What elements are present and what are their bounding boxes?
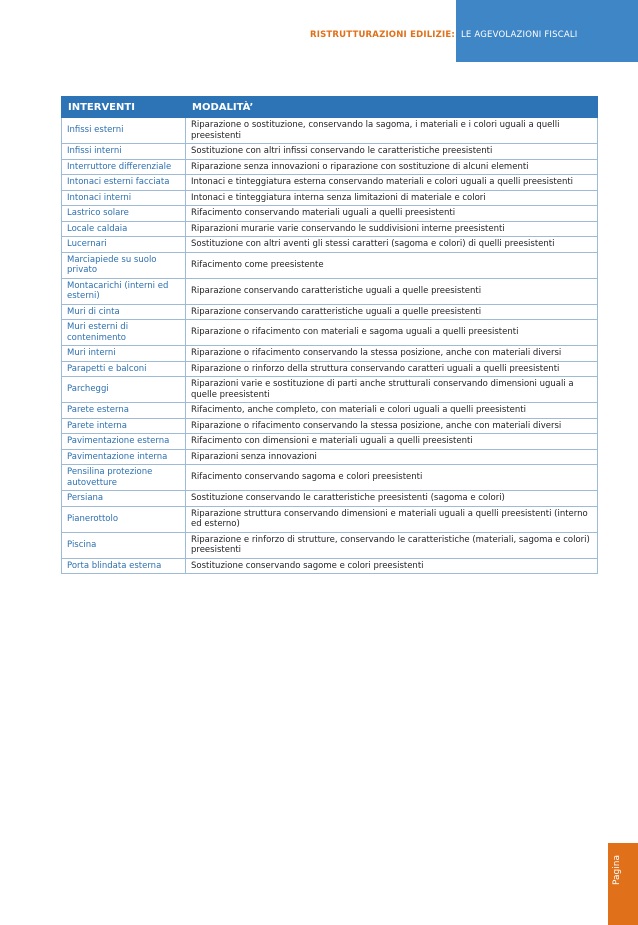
page-number: 31 [611,818,633,843]
table-row [62,465,598,491]
modalita-cell: Rifacimento con dimensioni e materiali uguali a quelli preesistenti [186,434,598,450]
intervento-cell: Pavimentazione interna [62,449,186,465]
modalita-cell: Rifacimento come preesistente [186,252,598,278]
modalita-cell: Riparazione conservando caratteristiche uguali a quelle preesistenti [186,278,598,304]
modalita-cell: Riparazione o rinforzo della struttura conservando caratteri uguali a quelli preesistenti [186,361,598,377]
intervento-cell: Muri di cinta [62,304,186,320]
intervento-cell: Parete esterna [62,403,186,419]
modalita-cell: Riparazioni senza innovazioni [186,449,598,465]
table-row [62,434,598,450]
page-label: Pagina [612,855,622,885]
header-section-title: RISTRUTTURAZIONI EDILIZIE: [309,30,455,40]
intervento-cell: Persiana [62,491,186,507]
table-row [62,491,598,507]
modalita-cell: Riparazione o rifacimento conservando la stessa posizione, anche con materiali diversi [186,418,598,434]
table-row [62,558,598,574]
table-row [62,159,598,175]
modalita-cell: Riparazioni murarie varie conservando le suddivisioni interne preesistenti [186,221,598,237]
modalita-cell: Riparazione struttura conservando dimensioni e materiali uguali a quelli preesistenti (interno ed esterno) [186,506,598,532]
table-row [62,221,598,237]
table-row [62,237,598,253]
modalita-cell: Riparazione conservando caratteristiche uguali a quelle preesistenti [186,304,598,320]
modalita-cell: Riparazioni varie e sostituzione di parti anche strutturali conservando dimensioni uguali a quelle preesistenti [186,377,598,403]
table-row [62,346,598,362]
table-row [62,304,598,320]
intervento-cell: Intonaci interni [62,190,186,206]
intervento-cell: Pensilina protezione autovetture [62,465,186,491]
modalita-cell: Riparazione o rifacimento con materiali e sagoma uguali a quelli preesistenti [186,320,598,346]
intervento-cell: Montacarichi (interni ed esterni) [62,278,186,304]
intervento-cell: Pianerottolo [62,506,186,532]
intervento-cell: Infissi esterni [62,118,186,144]
intervento-cell: Piscina [62,532,186,558]
modalita-cell: Sostituzione con altri infissi conservando le caratteristiche preesistenti [186,144,598,160]
table-body [62,118,598,574]
modalita-cell: Riparazione o sostituzione, conservando la sagoma, i materiali e i colori uguali a quelli preesistenti [186,118,598,144]
modalita-cell: Riparazione o rifacimento conservando la stessa posizione, anche con materiali diversi [186,346,598,362]
table-row [62,377,598,403]
modalita-cell: Rifacimento conservando materiali uguali a quelli preesistenti [186,206,598,222]
modalita-cell: Riparazione senza innovazioni o riparazione con sostituzione di alcuni elementi [186,159,598,175]
modalita-cell: Sostituzione conservando sagome e colori preesistenti [186,558,598,574]
table-row [62,320,598,346]
table-row [62,252,598,278]
table-row [62,418,598,434]
table-header-row [62,97,598,118]
table-row [62,175,598,191]
modalita-cell: Intonaci e tinteggiatura esterna conservando materiali e colori uguali a quelli preesistenti [186,175,598,191]
intervento-cell: Marciapiede su suolo privato [62,252,186,278]
table-row [62,506,598,532]
intervento-cell: Lastrico solare [62,206,186,222]
intervento-cell: Infissi interni [62,144,186,160]
intervento-cell: Muri interni [62,346,186,362]
table-row [62,144,598,160]
table-row [62,206,598,222]
intervento-cell: Muri esterni di contenimento [62,320,186,346]
column-header-modalita: MODALITÀ’ [186,97,598,118]
interventions-table [61,96,598,574]
intervento-cell: Porta blindata esterna [62,558,186,574]
intervento-cell: Intonaci esterni facciata [62,175,186,191]
table-row [62,118,598,144]
column-header-interventi: INTERVENTI [62,97,186,118]
modalita-cell: Intonaci e tinteggiatura interna senza limitazioni di materiale e colori [186,190,598,206]
table-row [62,278,598,304]
table-row [62,532,598,558]
intervento-cell: Parete interna [62,418,186,434]
intervento-cell: Lucernari [62,237,186,253]
table-row [62,403,598,419]
intervento-cell: Pavimentazione esterna [62,434,186,450]
intervento-cell: Parapetti e balconi [62,361,186,377]
modalita-cell: Sostituzione conservando le caratteristiche preesistenti (sagoma e colori) [186,491,598,507]
modalita-cell: Sostituzione con altri aventi gli stessi caratteri (sagoma e colori) di quelli preesistenti [186,237,598,253]
intervento-cell: Parcheggi [62,377,186,403]
table-row [62,449,598,465]
header-subtitle: LE AGEVOLAZIONI FISCALI [461,30,578,40]
modalita-cell: Riparazione e rinforzo di strutture, conservando le caratteristiche (materiali, sagoma e colori) preesistenti [186,532,598,558]
intervento-cell: Locale caldaia [62,221,186,237]
table-row [62,361,598,377]
table-row [62,190,598,206]
modalita-cell: Rifacimento, anche completo, con materiali e colori uguali a quelli preesistenti [186,403,598,419]
modalita-cell: Rifacimento conservando sagoma e colori preesistenti [186,465,598,491]
intervento-cell: Interruttore differenziale [62,159,186,175]
